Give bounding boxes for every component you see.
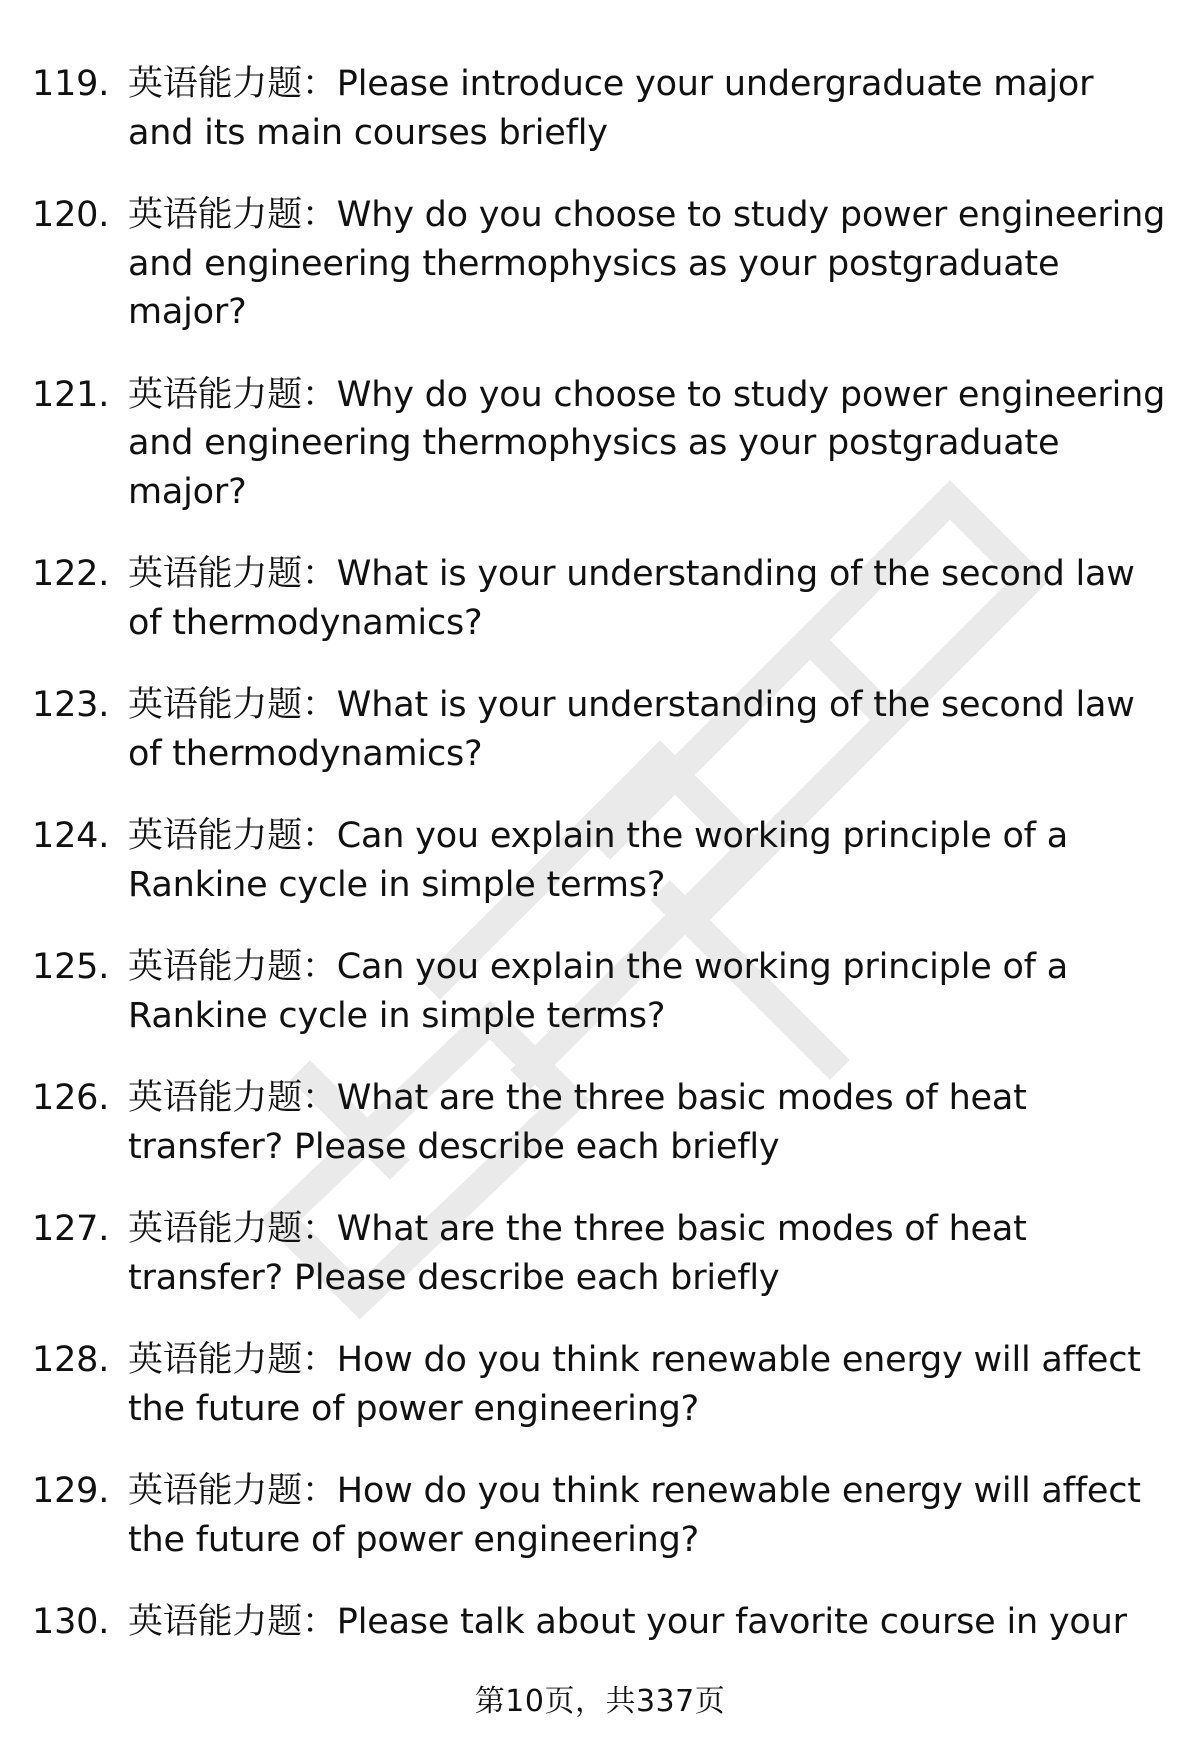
- question-text: 英语能力题：Please talk about your favorite course in your: [128, 1602, 1127, 1642]
- question-text: 英语能力题：Can you explain the working principle of a Rankine cycle in simple terms?: [128, 947, 1068, 1036]
- page-footer: 第10页，共337页: [474, 1684, 726, 1719]
- question-item: [32, 1336, 1172, 1433]
- question-item: [32, 371, 1172, 517]
- question-item: [32, 1598, 1172, 1647]
- question-item: [32, 191, 1172, 337]
- question-number: 127.: [32, 1209, 110, 1249]
- question-text: 英语能力题：What are the three basic modes of heat transfer? Please describe each briefly: [128, 1078, 1027, 1167]
- question-item: [32, 1467, 1172, 1564]
- question-number: 123.: [32, 685, 110, 725]
- question-text: 英语能力题：Please introduce your undergraduate major and its main courses briefly: [128, 64, 1094, 153]
- question-item: [32, 60, 1172, 157]
- question-text: 英语能力题：Why do you choose to study power engineering and engineering thermophysics as your postgraduate major?: [128, 195, 1166, 332]
- question-number: 128.: [32, 1340, 110, 1380]
- question-number: 121.: [32, 374, 110, 415]
- question-item: [32, 550, 1172, 647]
- question-number: 129.: [32, 1471, 110, 1511]
- question-item: [32, 681, 1172, 778]
- question-number: 124.: [32, 816, 110, 856]
- question-text: 英语能力题：What are the three basic modes of heat transfer? Please describe each briefly: [128, 1209, 1027, 1298]
- question-list: [32, 60, 1172, 1681]
- question-text: 英语能力题：How do you think renewable energy will affect the future of power engineering?: [128, 1340, 1141, 1429]
- question-text: 英语能力题：Can you explain the working principle of a Rankine cycle in simple terms?: [128, 816, 1068, 905]
- question-number: 119.: [32, 64, 110, 104]
- question-text: 英语能力题：What is your understanding of the second law of thermodynamics?: [128, 554, 1135, 643]
- question-number: 120.: [32, 195, 110, 235]
- question-text: 英语能力题：Why do you choose to study power engineering and engineering thermophysics as your postgraduate major?: [128, 374, 1166, 512]
- question-number: 130.: [32, 1602, 110, 1642]
- question-item: [32, 812, 1172, 909]
- question-number: 126.: [32, 1078, 110, 1118]
- question-item: [32, 1205, 1172, 1302]
- question-item: [32, 943, 1172, 1040]
- question-text: 英语能力题：How do you think renewable energy will affect the future of power engineering?: [128, 1471, 1141, 1560]
- question-item: [32, 1074, 1172, 1171]
- question-number: 125.: [32, 947, 110, 987]
- question-number: 122.: [32, 554, 110, 594]
- question-text: 英语能力题：What is your understanding of the second law of thermodynamics?: [128, 685, 1135, 774]
